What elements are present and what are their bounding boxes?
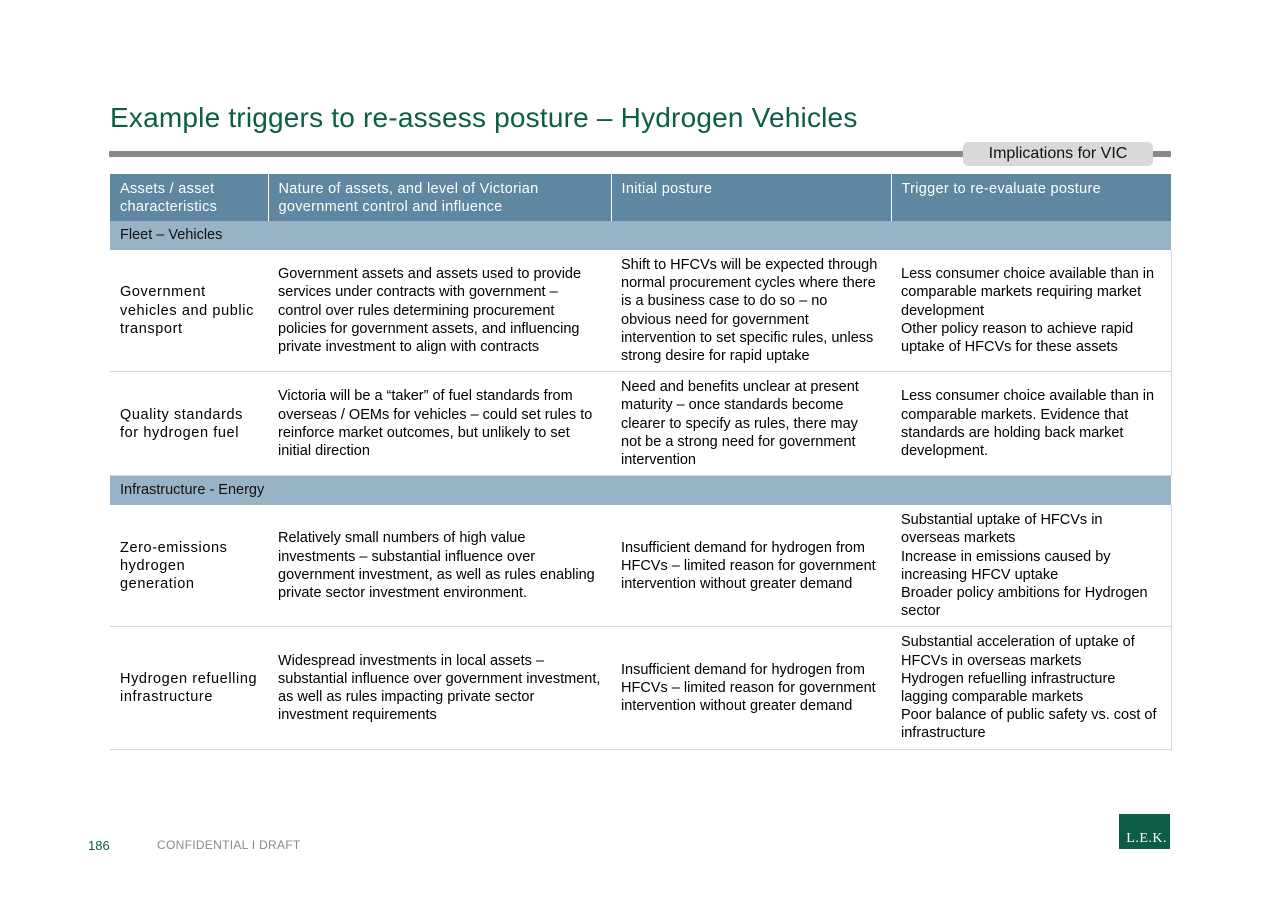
- trigger-item: Broader policy ambitions for Hydrogen sector: [901, 585, 1148, 620]
- header-trigger: Trigger to re-evaluate posture: [891, 174, 1171, 221]
- section-row-infrastructure: [110, 476, 1171, 506]
- trigger-cell: [891, 250, 1171, 372]
- trigger-cell: [891, 505, 1171, 627]
- asset-nature: Government assets and assets used to provide services under contracts with government – control over rules determining procurement policies for government assets, and influencing private investment to align with contracts: [268, 250, 611, 372]
- triggers-table: [110, 174, 1172, 750]
- table-row: [110, 372, 1171, 476]
- asset-name: Hydrogen refuelling infrastructure: [110, 627, 268, 749]
- asset-name: Government vehicles and public transport: [110, 250, 268, 372]
- section-row-fleet: [110, 221, 1171, 250]
- trigger-item: Substantial uptake of HFCVs in overseas markets: [901, 512, 1103, 547]
- asset-name: Zero-emissions hydrogen generation: [110, 505, 268, 627]
- asset-nature: Widespread investments in local assets – substantial influence over government investment, as well as rules impacting private sector investment requirements: [268, 627, 611, 749]
- initial-posture: Insufficient demand for hydrogen from HFCVs – limited reason for government intervention without greater demand: [611, 627, 891, 749]
- page-title: Example triggers to re-assess posture – Hydrogen Vehicles: [110, 102, 858, 133]
- table-header-row: [110, 174, 1171, 221]
- implications-tab: Implications for VIC: [963, 142, 1153, 166]
- trigger-item: Substantial acceleration of uptake of HFCVs in overseas markets: [901, 634, 1135, 669]
- trigger-item: Other policy reason to achieve rapid uptake of HFCVs for these assets: [901, 320, 1134, 355]
- section-label: Infrastructure - Energy: [110, 476, 1171, 506]
- confidentiality-label: CONFIDENTIAL I DRAFT: [157, 838, 301, 852]
- asset-nature: Victoria will be a “taker” of fuel standards from overseas / OEMs for vehicles – could set rules to reinforce market outcomes, but unlikely to set initial direction: [268, 372, 611, 476]
- table-row: [110, 627, 1171, 749]
- trigger-item: Less consumer choice available than in comparable markets. Evidence that standards are holding back market development.: [901, 388, 1155, 459]
- trigger-item: Poor balance of public safety vs. cost of infrastructure: [901, 707, 1157, 742]
- lek-logo: L.E.K.: [1119, 814, 1170, 849]
- trigger-item: Hydrogen refuelling infrastructure lagging comparable markets: [901, 670, 1116, 706]
- trigger-cell: [891, 627, 1171, 749]
- asset-name: Quality standards for hydrogen fuel: [110, 372, 268, 476]
- header-assets: Assets / asset characteristics: [110, 174, 268, 221]
- page-number: 186: [88, 838, 110, 853]
- trigger-item: Increase in emissions caused by increasing HFCV uptake: [901, 548, 1111, 583]
- section-label: Fleet – Vehicles: [110, 221, 1171, 250]
- table-row: [110, 250, 1171, 372]
- header-nature: Nature of assets, and level of Victorian government control and influence: [268, 174, 611, 221]
- trigger-cell: [891, 372, 1171, 476]
- trigger-item: Less consumer choice available than in comparable markets requiring market development: [901, 266, 1155, 319]
- header-initial-posture: Initial posture: [611, 174, 891, 221]
- initial-posture: Insufficient demand for hydrogen from HFCVs – limited reason for government intervention without greater demand: [611, 505, 891, 627]
- initial-posture: Need and benefits unclear at present maturity – once standards become clearer to specify as rules, there may not be a strong need for government intervention: [611, 372, 891, 476]
- table-row: [110, 505, 1171, 627]
- initial-posture: Shift to HFCVs will be expected through normal procurement cycles where there is a business case to do so – no obvious need for government intervention to set specific rules, unless strong desire for rapid uptake: [611, 250, 891, 372]
- asset-nature: Relatively small numbers of high value investments – substantial influence over government investment, as well as rules enabling private sector investment environment.: [268, 505, 611, 627]
